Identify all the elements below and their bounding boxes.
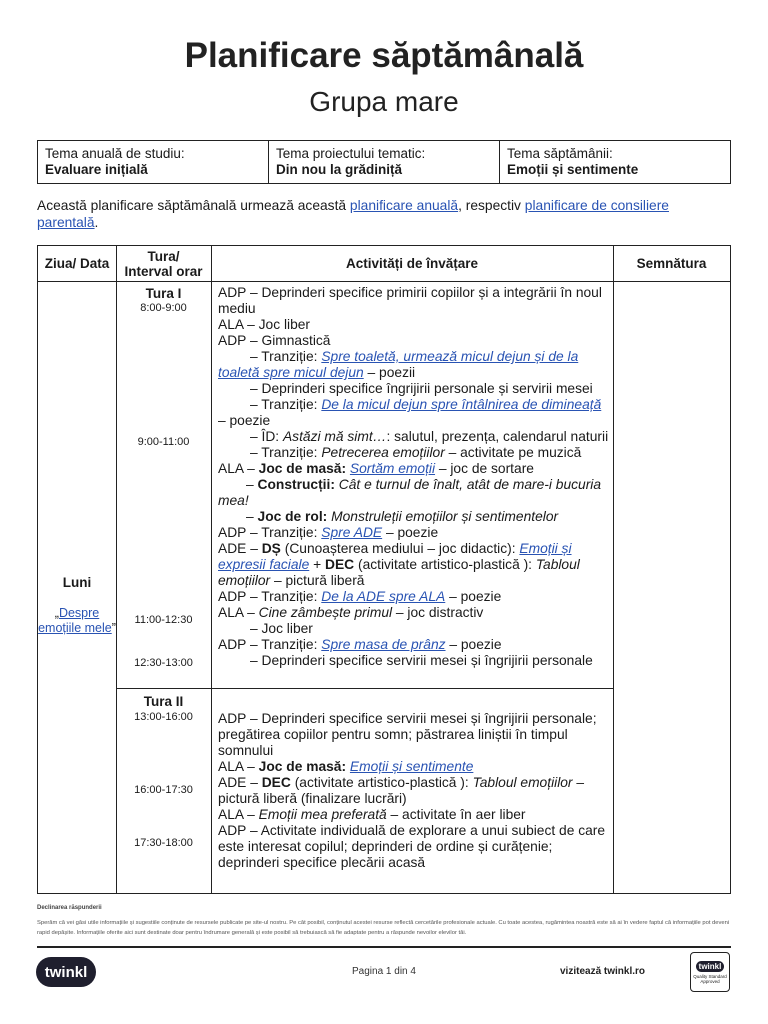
activity-line [218, 429, 610, 445]
activity-text: ALA – [218, 807, 259, 822]
intro-text: , respectiv [458, 198, 525, 213]
activity-text: (activitate artistico-plastică ): [290, 775, 473, 790]
schedule-table [37, 245, 731, 894]
parental-plan-link[interactable]: planificare de consiliere parentală [37, 198, 669, 230]
shift2-time: 16:00-17:30 [134, 784, 193, 796]
activity-text: – [246, 477, 258, 492]
day-theme [38, 606, 116, 636]
activity-line [218, 509, 610, 525]
badge-text: Quality Standard Approved [693, 973, 727, 984]
theme-annual-value: Evaluare inițială [45, 162, 148, 177]
quote-close: ” [111, 621, 116, 635]
activity-line [218, 349, 610, 381]
activity-bold: Joc de masă: [258, 461, 350, 476]
activity-line: ADP – Activitate individuală de explorare a unui subiect de care este interesat copilul; deprinderi de ordine și curățenie; deprinderi specifice plecării acasă [218, 823, 606, 870]
shift1-time: 8:00-9:00 [140, 302, 187, 314]
activity-line: ADP – Deprinderi specifice servirii mesei și îngrijirii personale; pregătirea copiilor pentru somn; păstrarea liniștii în timpul somnului [218, 711, 597, 758]
activity-text: : salutul, prezența, calendarul naturii [386, 429, 609, 444]
activity-line [218, 637, 610, 653]
badge-logo: twinkl [696, 961, 725, 972]
activity-text: – poezii [363, 365, 416, 380]
activity-text: – activitate pe muzică [444, 445, 582, 460]
shift2-time: 13:00-16:00 [134, 711, 193, 723]
activity-link[interactable]: Emoții și expresii faciale [218, 541, 572, 572]
shift1-time: 12:30-13:00 [134, 657, 193, 669]
page-title: Planificare săptămânală [184, 36, 584, 75]
activity-text: – pictură liberă [270, 573, 365, 588]
activity-italic: Cât e turnul de înalt, atât de mare-i bucuria mea! [218, 477, 602, 508]
activity-line [218, 775, 610, 807]
activity-text: – Tranziție: [250, 397, 322, 412]
activity-text: – joc distractiv [392, 605, 484, 620]
quality-badge-icon [690, 952, 730, 992]
transition-link[interactable]: Spre masa de prânz [321, 637, 446, 652]
activity-line: – Deprinderi specifice îngrijirii personale și servirii mesei [250, 381, 593, 396]
activity-bold: DEC [325, 557, 355, 572]
disclaimer-title: Declinarea răspunderii [37, 905, 102, 911]
activity-link[interactable]: Sortăm emoții [349, 461, 436, 476]
intro-text: . [94, 215, 99, 230]
activity-line [218, 445, 610, 461]
activity-text: – activitate în aer liber [386, 807, 526, 822]
transition-link[interactable]: De la ADE spre ALA [321, 589, 446, 604]
activity-italic: Cine zâmbește primul [258, 605, 393, 620]
transition-link[interactable]: Spre toaletă, urmează micul dejun și de la toaletă spre micul dejun [218, 349, 579, 380]
activity-text: – ÎD: [250, 429, 283, 444]
theme-week-value: Emoții și sentimente [507, 162, 639, 177]
shift1-time: 9:00-11:00 [137, 436, 190, 448]
activity-italic: Emoții mea preferată [258, 807, 387, 822]
activity-line [218, 605, 610, 621]
theme-week [500, 141, 730, 183]
activity-text: ADP – Tranziție: [218, 589, 322, 604]
annual-plan-link[interactable]: planificare anuală [349, 198, 459, 213]
table-divider [613, 246, 614, 893]
day-theme-link[interactable]: Despre emoțiile mele [38, 606, 112, 635]
activity-text: (activitate artistico-plastică ): [354, 557, 536, 572]
header-day: Ziua/ Data [44, 256, 110, 271]
activity-text: – poezie [445, 637, 502, 652]
activity-text: ADE – [218, 775, 262, 790]
transition-link[interactable]: Spre ADE [321, 525, 383, 540]
activity-line: ADP – Deprinderi specifice primirii copiilor și a integrării în noul mediu [218, 285, 602, 316]
activity-line [218, 589, 610, 605]
activity-text: ADE – [218, 541, 262, 556]
header-shift-line1: Tura/ [147, 248, 180, 264]
theme-annual-label: Tema anuală de studiu: [45, 146, 185, 161]
disclaimer-text: Sperăm că vei găsi utile informațiile și sugestiile conținute de resursele publicate pe site-ul nostru. Pe cât posibil, conținutul acestei resurse reflectă cercetările profesionale actuale. Cu toate acestea, rugămintea noastră este să ai în vedere faptul că informațiile pot deveni rapid depășite. Informațiile oferite aici sunt destinate doar pentru îndrumare generală și este posibil să trebuiască să fie adaptate pentru a răspunde nevoilor elevilor tăi. [37, 920, 730, 936]
header-signature: Semnătura [636, 256, 707, 271]
activity-italic: Tabloul emoțiilor [218, 557, 580, 588]
activity-italic: Monstruleții emoțiilor și sentimentelor [331, 509, 559, 524]
shift1-title: Tura I [145, 286, 182, 301]
activity-italic: Tabloul emoțiilor [472, 775, 573, 790]
shift2-title: Tura II [143, 694, 184, 709]
quote-open: „ [54, 606, 59, 620]
visit-link[interactable]: vizitează twinkl.ro [560, 966, 646, 977]
activity-text: ADP – Tranziție: [218, 637, 322, 652]
activity-line [218, 807, 610, 823]
activity-line: ALA – Joc liber [218, 317, 311, 332]
activity-line: – Joc liber [250, 621, 313, 636]
header-shift [116, 246, 211, 281]
activity-line [218, 397, 610, 429]
table-divider [38, 281, 730, 282]
page-subtitle: Grupa mare [309, 86, 459, 117]
activity-text: – Tranziție: [250, 349, 322, 364]
activity-text: – poezie [218, 413, 271, 428]
activity-line [218, 541, 610, 589]
activity-text: ADP – Tranziție: [218, 525, 322, 540]
activity-text: – Tranziție: [250, 445, 322, 460]
theme-annual [38, 141, 269, 183]
page-number: Pagina 1 din 4 [352, 966, 416, 977]
activity-bold: DȘ [261, 541, 281, 556]
activity-text: ALA – [218, 461, 259, 476]
activity-text: ALA – [218, 605, 259, 620]
activity-italic: Petrecerea emoțiilor [321, 445, 445, 460]
activity-line: – Deprinderi specifice servirii mesei și îngrijirii personale [250, 653, 593, 668]
activity-text: ALA – [218, 759, 259, 774]
shift2-time: 17:30-18:00 [134, 837, 193, 849]
activity-text: – [246, 509, 258, 524]
footer-divider [37, 946, 731, 948]
activity-line [218, 461, 610, 477]
activity-line [218, 759, 610, 775]
theme-project [269, 141, 500, 183]
activity-bold: Joc de rol: [257, 509, 332, 524]
transition-link[interactable]: De la micul dejun spre întâlnirea de dimineață [321, 397, 602, 412]
activity-italic: Astăzi mă simt… [282, 429, 387, 444]
table-divider [211, 246, 212, 893]
activity-bold: Construcții: [257, 477, 339, 492]
activity-text: + [309, 557, 325, 572]
activity-bold: Joc de masă: [258, 759, 350, 774]
intro-paragraph [37, 197, 727, 231]
activity-line [218, 477, 610, 509]
intro-text: Această planificare săptămânală urmează această [37, 198, 350, 213]
activity-line: ADP – Gimnastică [218, 333, 331, 348]
shift1-time: 11:00-12:30 [134, 614, 193, 626]
header-shift-line2: Interval orar [124, 263, 203, 279]
activity-text: (Cunoașterea mediului – joc didactic): [280, 541, 520, 556]
activity-text: – joc de sortare [435, 461, 534, 476]
theme-week-label: Tema săptămânii: [507, 146, 613, 161]
header-activities: Activități de învățare [345, 256, 479, 271]
shift2-activities [218, 711, 610, 871]
activity-text: – pictură liberă (finalizare lucrări) [218, 775, 585, 806]
activity-text: – poezie [382, 525, 439, 540]
activity-link[interactable]: Emoții și sentimente [349, 759, 474, 774]
day-name: Luni [62, 575, 92, 590]
theme-box [37, 140, 731, 184]
activity-bold: DEC [261, 775, 291, 790]
theme-project-value: Din nou la grădiniță [276, 162, 403, 177]
table-divider [116, 688, 613, 689]
theme-project-label: Tema proiectului tematic: [276, 146, 426, 161]
activity-line [218, 525, 610, 541]
twinkl-logo[interactable]: twinkl [36, 957, 96, 987]
activity-text: – poezie [445, 589, 502, 604]
shift1-activities [218, 285, 610, 669]
